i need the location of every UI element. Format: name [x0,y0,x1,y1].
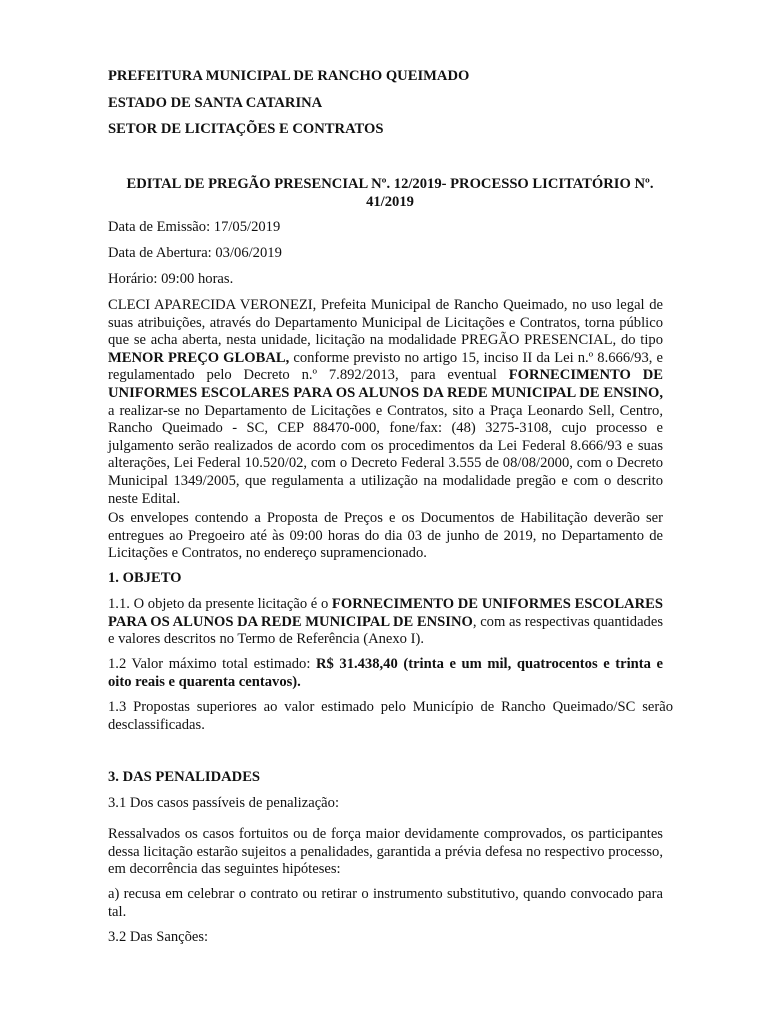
clause-1-1 [108,596,663,649]
text: , com as respectivas quantidades e valores descritos no Termo de Referência (Anexo I). [108,613,663,648]
clause-3-1: 3.1 Dos casos passíveis de penalização: [108,795,339,811]
text: 1.1. O objeto da presente licitação é o [108,596,332,612]
section-heading-penalidades: 3. DAS PENALIDADES [108,769,261,785]
text: a realizar-se no Departamento de Licitações e Contratos, sito a Praça Leonardo Sell, Centro, Rancho Queimado - SC, CEP 88470-000, fone/fax: (48) 3275-3108, cujo processo e julgamento serão realizados de acordo com os procedimentos da Lei Federal 8.666/93 e suas alterações, Lei Federal 10.520/02, com o Decreto Federal 3.555 de 08/08/2000, com o Decreto Municipal 1349/2005, que regulamenta a utilização na modalidade pregão e com o descrito neste Edital. [108,402,663,507]
bold-text: MENOR PREÇO GLOBAL, [108,349,290,366]
intro-paragraph [108,297,663,508]
bold-text: FORNECIMENTO DE UNIFORMES ESCOLARES PARA OS ALUNOS DA REDE MUNICIPAL DE ENSINO [108,596,663,630]
clause-1-3: 1.3 Propostas superiores ao valor estimado pelo Município de Rancho Queimado/SC serão desclassificadas. [108,699,673,733]
bold-text: R$ 31.438,40 (trinta e um mil, quatrocentos e trinta e oito reais e quarenta centavos). [108,656,663,690]
emission-date: Data de Emissão: 17/05/2019 [108,219,281,235]
clause-3-2: 3.2 Das Sanções: [108,929,209,945]
header-municipality: PREFEITURA MUNICIPAL DE RANCHO QUEIMADO [108,68,470,84]
penalties-paragraph: Ressalvados os casos fortuitos ou de força maior devidamente comprovados, os participantes dessa licitação estarão sujeitos a penalidades, garantida a prévia defesa no respectivo processo, em decorrência das seguintes hipóteses: [108,826,663,878]
text: CLECI APARECIDA VERONEZI, Prefeita Municipal de Rancho Queimado, no uso legal de suas atribuições, através do Departamento Municipal de Licitações e Contratos, torna público que se acha aberta, nesta unidade, licitação na modalidade PREGÃO PRESENCIAL, do tipo [108,297,663,349]
envelopes-paragraph: Os envelopes contendo a Proposta de Preços e os Documentos de Habilitação deverão ser entregues ao Pregoeiro até às 09:00 horas do dia 03 de junho de 2019, no Departamento de Licitações e Contratos, no endereço supramencionado. [108,510,663,562]
item-a: a) recusa em celebrar o contrato ou retirar o instrumento substitutivo, quando convocado para tal. [108,886,663,920]
bold-text: FORNECIMENTO DE UNIFORMES ESCOLARES PARA OS ALUNOS DA REDE MUNICIPAL DE ENSINO, [108,367,663,401]
opening-date: Data de Abertura: 03/06/2019 [108,245,282,261]
clause-1-2 [108,656,663,691]
text: conforme previsto no artigo 15, inciso II da Lei n.º 8.666/93, e regulamentado pelo Decreto n.º 7.892/2013, para eventual [108,349,663,384]
section-heading-objeto: 1. OBJETO [108,570,182,586]
text: 1.2 Valor máximo total estimado: [108,656,316,672]
header-sector: SETOR DE LICITAÇÕES E CONTRATOS [108,121,384,137]
document-title: EDITAL DE PREGÃO PRESENCIAL Nº. 12/2019- PROCESSO LICITATÓRIO Nº. 41/2019 [126,176,654,210]
time: Horário: 09:00 horas. [108,271,234,287]
header-state: ESTADO DE SANTA CATARINA [108,95,323,111]
